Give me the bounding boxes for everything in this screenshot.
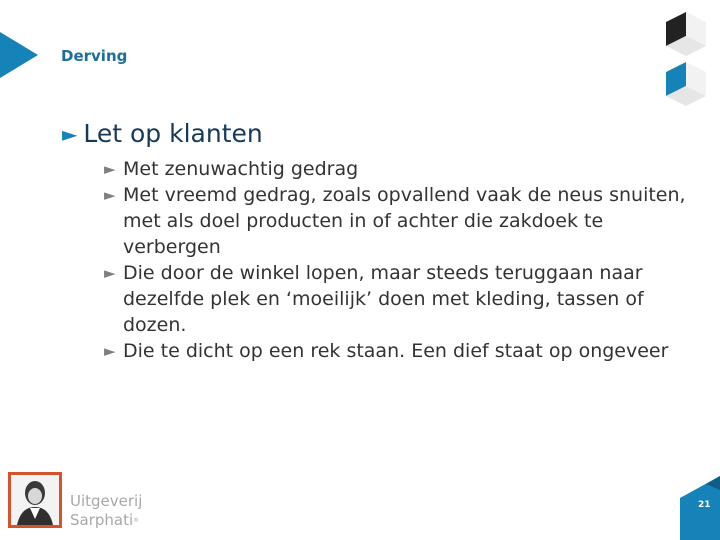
list-item	[104, 338, 704, 364]
bullet-list	[104, 156, 704, 364]
bullet-text: Met zenuwachtig gedrag	[123, 158, 359, 180]
bullet-arrow-icon: ►	[104, 342, 116, 360]
list-item	[104, 156, 704, 182]
registered-mark: ®	[133, 517, 140, 524]
page-number: 21	[698, 500, 711, 510]
section-label: Derving	[61, 47, 128, 65]
list-item	[104, 260, 704, 338]
heading-text: Let op klanten	[83, 119, 263, 148]
bullet-text: Die te dicht op een rek staan. Een dief staat op ongeveer	[123, 340, 669, 362]
bullet-text: Met vreemd gedrag, zoals opvallend vaak de neus snuiten, met als doel producten in of achter die zakdoek te verbergen	[123, 184, 686, 258]
list-item	[104, 182, 704, 260]
publisher-logo	[8, 472, 153, 530]
publisher-line1: Uitgeverij	[70, 492, 143, 510]
publisher-name	[70, 492, 142, 530]
bullet-arrow-icon: ►	[104, 264, 116, 282]
bullet-arrow-icon: ►	[104, 186, 116, 204]
header-accent-triangle	[0, 32, 38, 78]
heading-arrow-icon: ►	[62, 121, 78, 146]
portrait-frame	[8, 472, 62, 528]
slide-heading	[62, 119, 263, 148]
bullet-arrow-icon: ►	[104, 160, 116, 178]
publisher-line2: Sarphati	[70, 511, 134, 529]
bullet-text: Die door de winkel lopen, maar steeds teruggaan naar dezelfde plek en ‘moeilijk’ doen met kleding, tassen of dozen.	[123, 262, 644, 336]
decorative-cube-graphic	[660, 6, 720, 116]
portrait-icon	[11, 475, 59, 525]
